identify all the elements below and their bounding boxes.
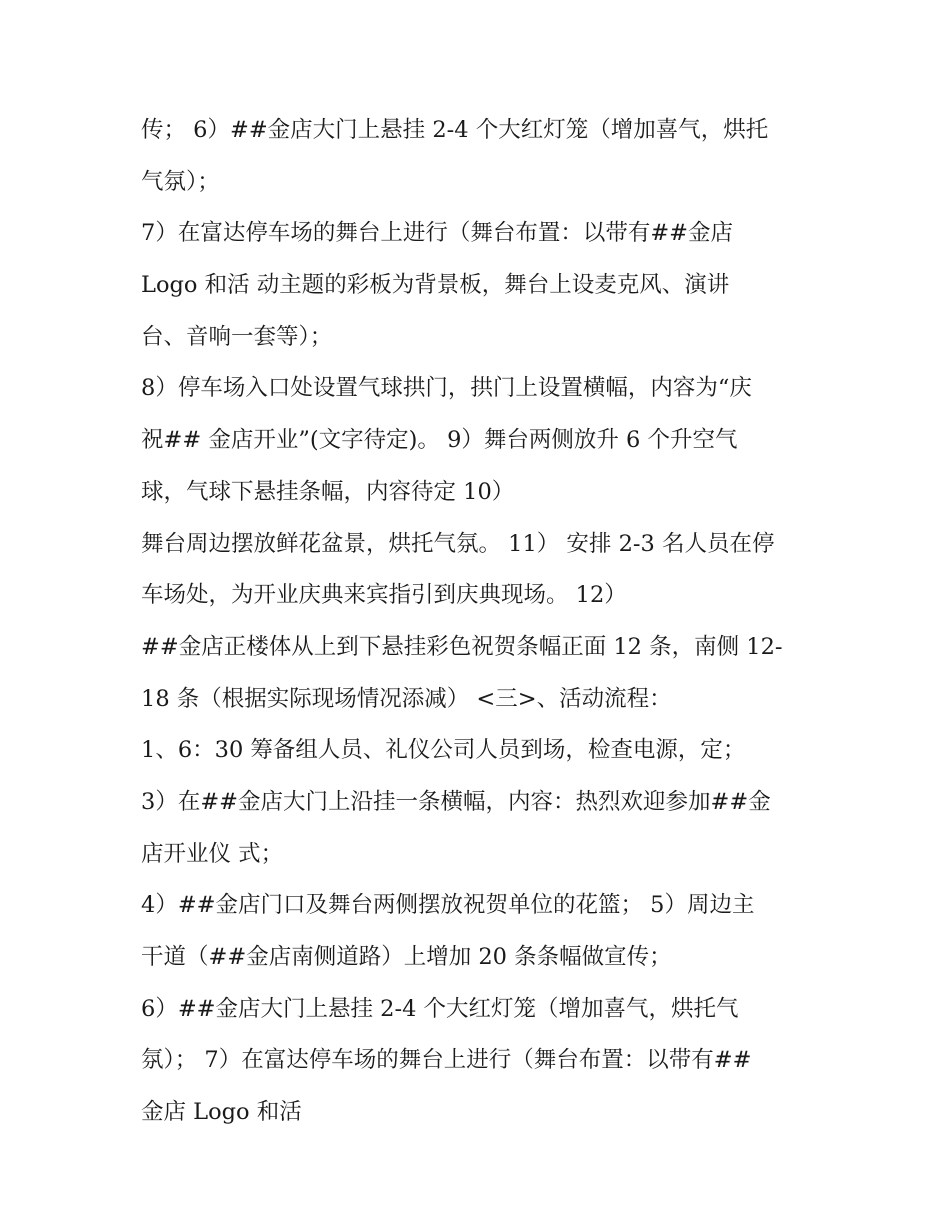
- text-line: 气氛）；: [141, 168, 220, 195]
- text-line: 1、6：30 筹备组人员、礼仪公司人员到场，检查电源，定；: [141, 737, 746, 764]
- text-line: 6）##金店大门上悬挂 2-4 个大红灯笼（增加喜气，烘托气: [141, 995, 739, 1022]
- text-line: 台、音响一套等）；: [141, 323, 333, 350]
- document-body: [141, 107, 821, 1141]
- text-line: 祝## 金店开业”(文字待定)。 9）舞台两侧放升 6 个升空气: [141, 427, 738, 454]
- text-line: 传； 6）##金店大门上悬挂 2-4 个大红灯笼（增加喜气，烘托: [141, 117, 769, 143]
- text-line: 4）##金店门口及舞台两侧摆放祝贺单位的花篮； 5）周边主: [141, 892, 755, 919]
- text-line: 18 条（根据实际现场情况添减） <三>、活动流程：: [141, 685, 672, 712]
- text-line: 7）在富达停车场的舞台上进行（舞台布置：以带有##金店: [141, 220, 734, 247]
- text-line: ##金店正楼体从上到下悬挂彩色祝贺条幅正面 12 条，南侧 12-: [141, 633, 783, 660]
- text-line: 店开业仪 式；: [141, 840, 284, 867]
- text-line: 球，气球下悬挂条幅，内容待定 10）: [141, 478, 515, 505]
- text-line: 舞台周边摆放鲜花盆景，烘托气氛。 11） 安排 2-3 名人员在停: [141, 530, 775, 557]
- text-line: 氛）； 7）在富达停车场的舞台上进行（舞台布置：以带有##: [141, 1047, 752, 1074]
- text-line: 金店 Logo 和活: [141, 1099, 302, 1126]
- text-line: 车场处，为开业庆典来宾指引到庆典现场。 12）: [141, 582, 627, 609]
- text-line: 8）停车场入口处设置气球拱门，拱门上设置横幅，内容为“庆: [141, 375, 752, 402]
- text-line: 3）在##金店大门上沿挂一条横幅，内容：热烈欢迎参加##金: [141, 788, 771, 815]
- text-line: 干道（##金店南侧道路）上增加 20 条条幅做宣传；: [141, 944, 672, 970]
- text-line: Logo 和活 动主题的彩板为背景板，舞台上设麦克风、演讲: [141, 272, 730, 299]
